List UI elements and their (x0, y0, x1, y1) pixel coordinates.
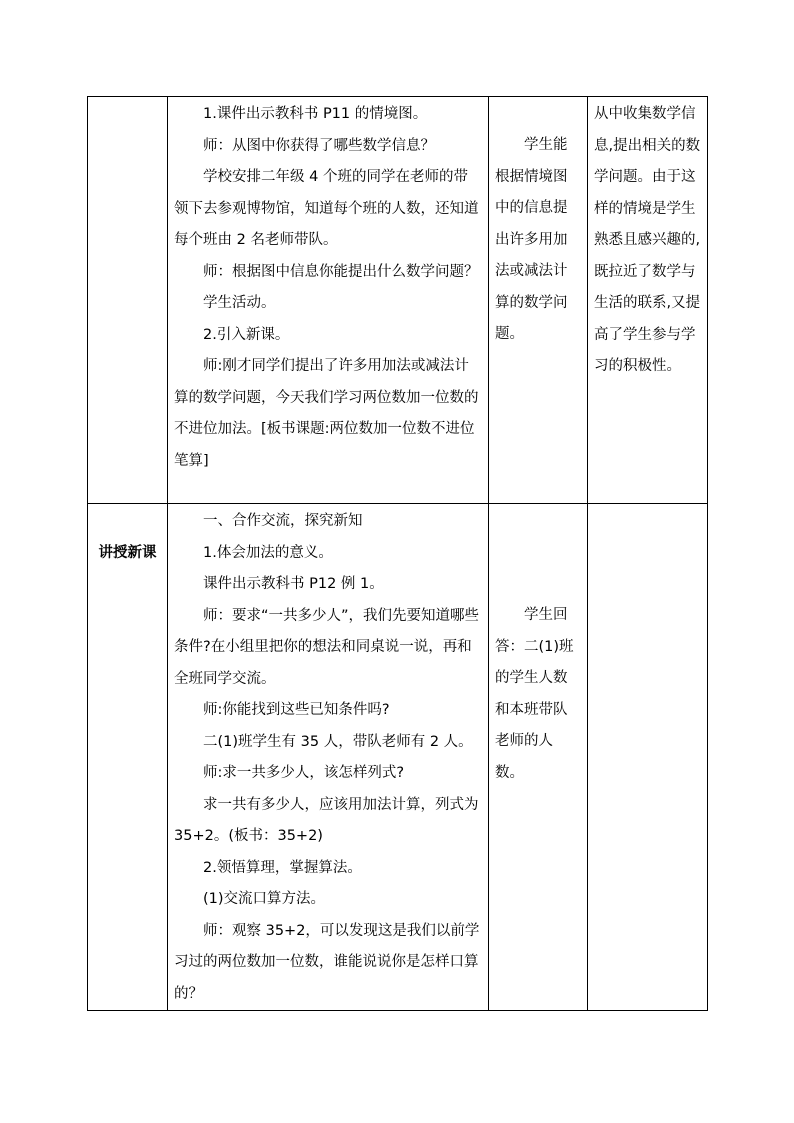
paragraph: 二(1)班学生有 35 人，带队老师有 2 人。 (203, 733, 473, 750)
paragraph: 课件出示教科书 P12 例 1。 (203, 576, 384, 592)
paragraph: 师：要求“一共多少人”，我们先要知道哪些条件?在小组里把你的想法和同桌说一说，再和全班同学交流。 (174, 607, 480, 687)
paragraph: 师：从图中你获得了哪些数学信息？ (203, 137, 435, 154)
paragraph: (1)交流口算方法。 (203, 891, 326, 907)
paragraph: 一、合作交流，探究新知 (203, 513, 363, 529)
student-activity-cell (489, 504, 588, 1011)
paragraph: 学生活动。 (203, 295, 276, 311)
paragraph: 学校安排二年级 4 个班的同学在老师的带领下去参观博物馆，知道每个班的人数，还知道每个班由 2 名老师带队。 (174, 169, 479, 248)
paragraph: 求一共有多少人，应该用加法计算，列式为 35+2。(板书：35+2) (174, 796, 479, 844)
design-intent-text: 从中收集数学信息,提出相关的数学问题。由于这样的情境是学生熟悉且感兴趣的,既拉近了数学与生活的联系,又提高了学生参与学习的积极性。 (594, 106, 701, 374)
paragraph: 2.领悟算理，掌握算法。 (203, 859, 362, 876)
paragraph: 师:刚才同学们提出了许多用加法或减法计算的数学问题，今天我们学习两位数加一位数的不进位加法。[板书课题:两位数加一位数不进位笔算] (174, 358, 479, 469)
lesson-plan-table (87, 96, 708, 1011)
paragraph: 2.引入新课。 (203, 326, 290, 343)
paragraph: 师:你能找到这些已知条件吗? (203, 702, 390, 718)
teaching-process-cell (168, 504, 489, 1011)
student-activity-cell (489, 97, 588, 504)
table-row (88, 504, 708, 1011)
design-intent-cell (588, 97, 708, 504)
student-activity-text: 学生回答：二(1)班的学生人数和本班带队老师的人数。 (495, 607, 574, 781)
paragraph: 师:求一共多少人，该怎样列式? (203, 765, 405, 781)
paragraph: 师：根据图中信息你能提出什么数学问题？ (203, 263, 479, 280)
paragraph: 1.体会加法的意义。 (203, 544, 333, 561)
design-intent-cell (588, 504, 708, 1011)
stage-label-cell: 讲授新课 (88, 504, 168, 1011)
paragraph: 师：观察 35+2，可以发现这是我们以前学习过的两位数加一位数，谁能说说你是怎样口算的？ (174, 922, 480, 1002)
paragraph: 1.课件出示教科书 P11 的情境图。 (203, 106, 428, 122)
teaching-process-cell (168, 97, 489, 504)
stage-label-cell (88, 97, 168, 504)
table-row (88, 97, 708, 504)
student-activity-text: 学生能根据情境图中的信息提出许多用加法或减法计算的数学问题。 (495, 137, 568, 342)
